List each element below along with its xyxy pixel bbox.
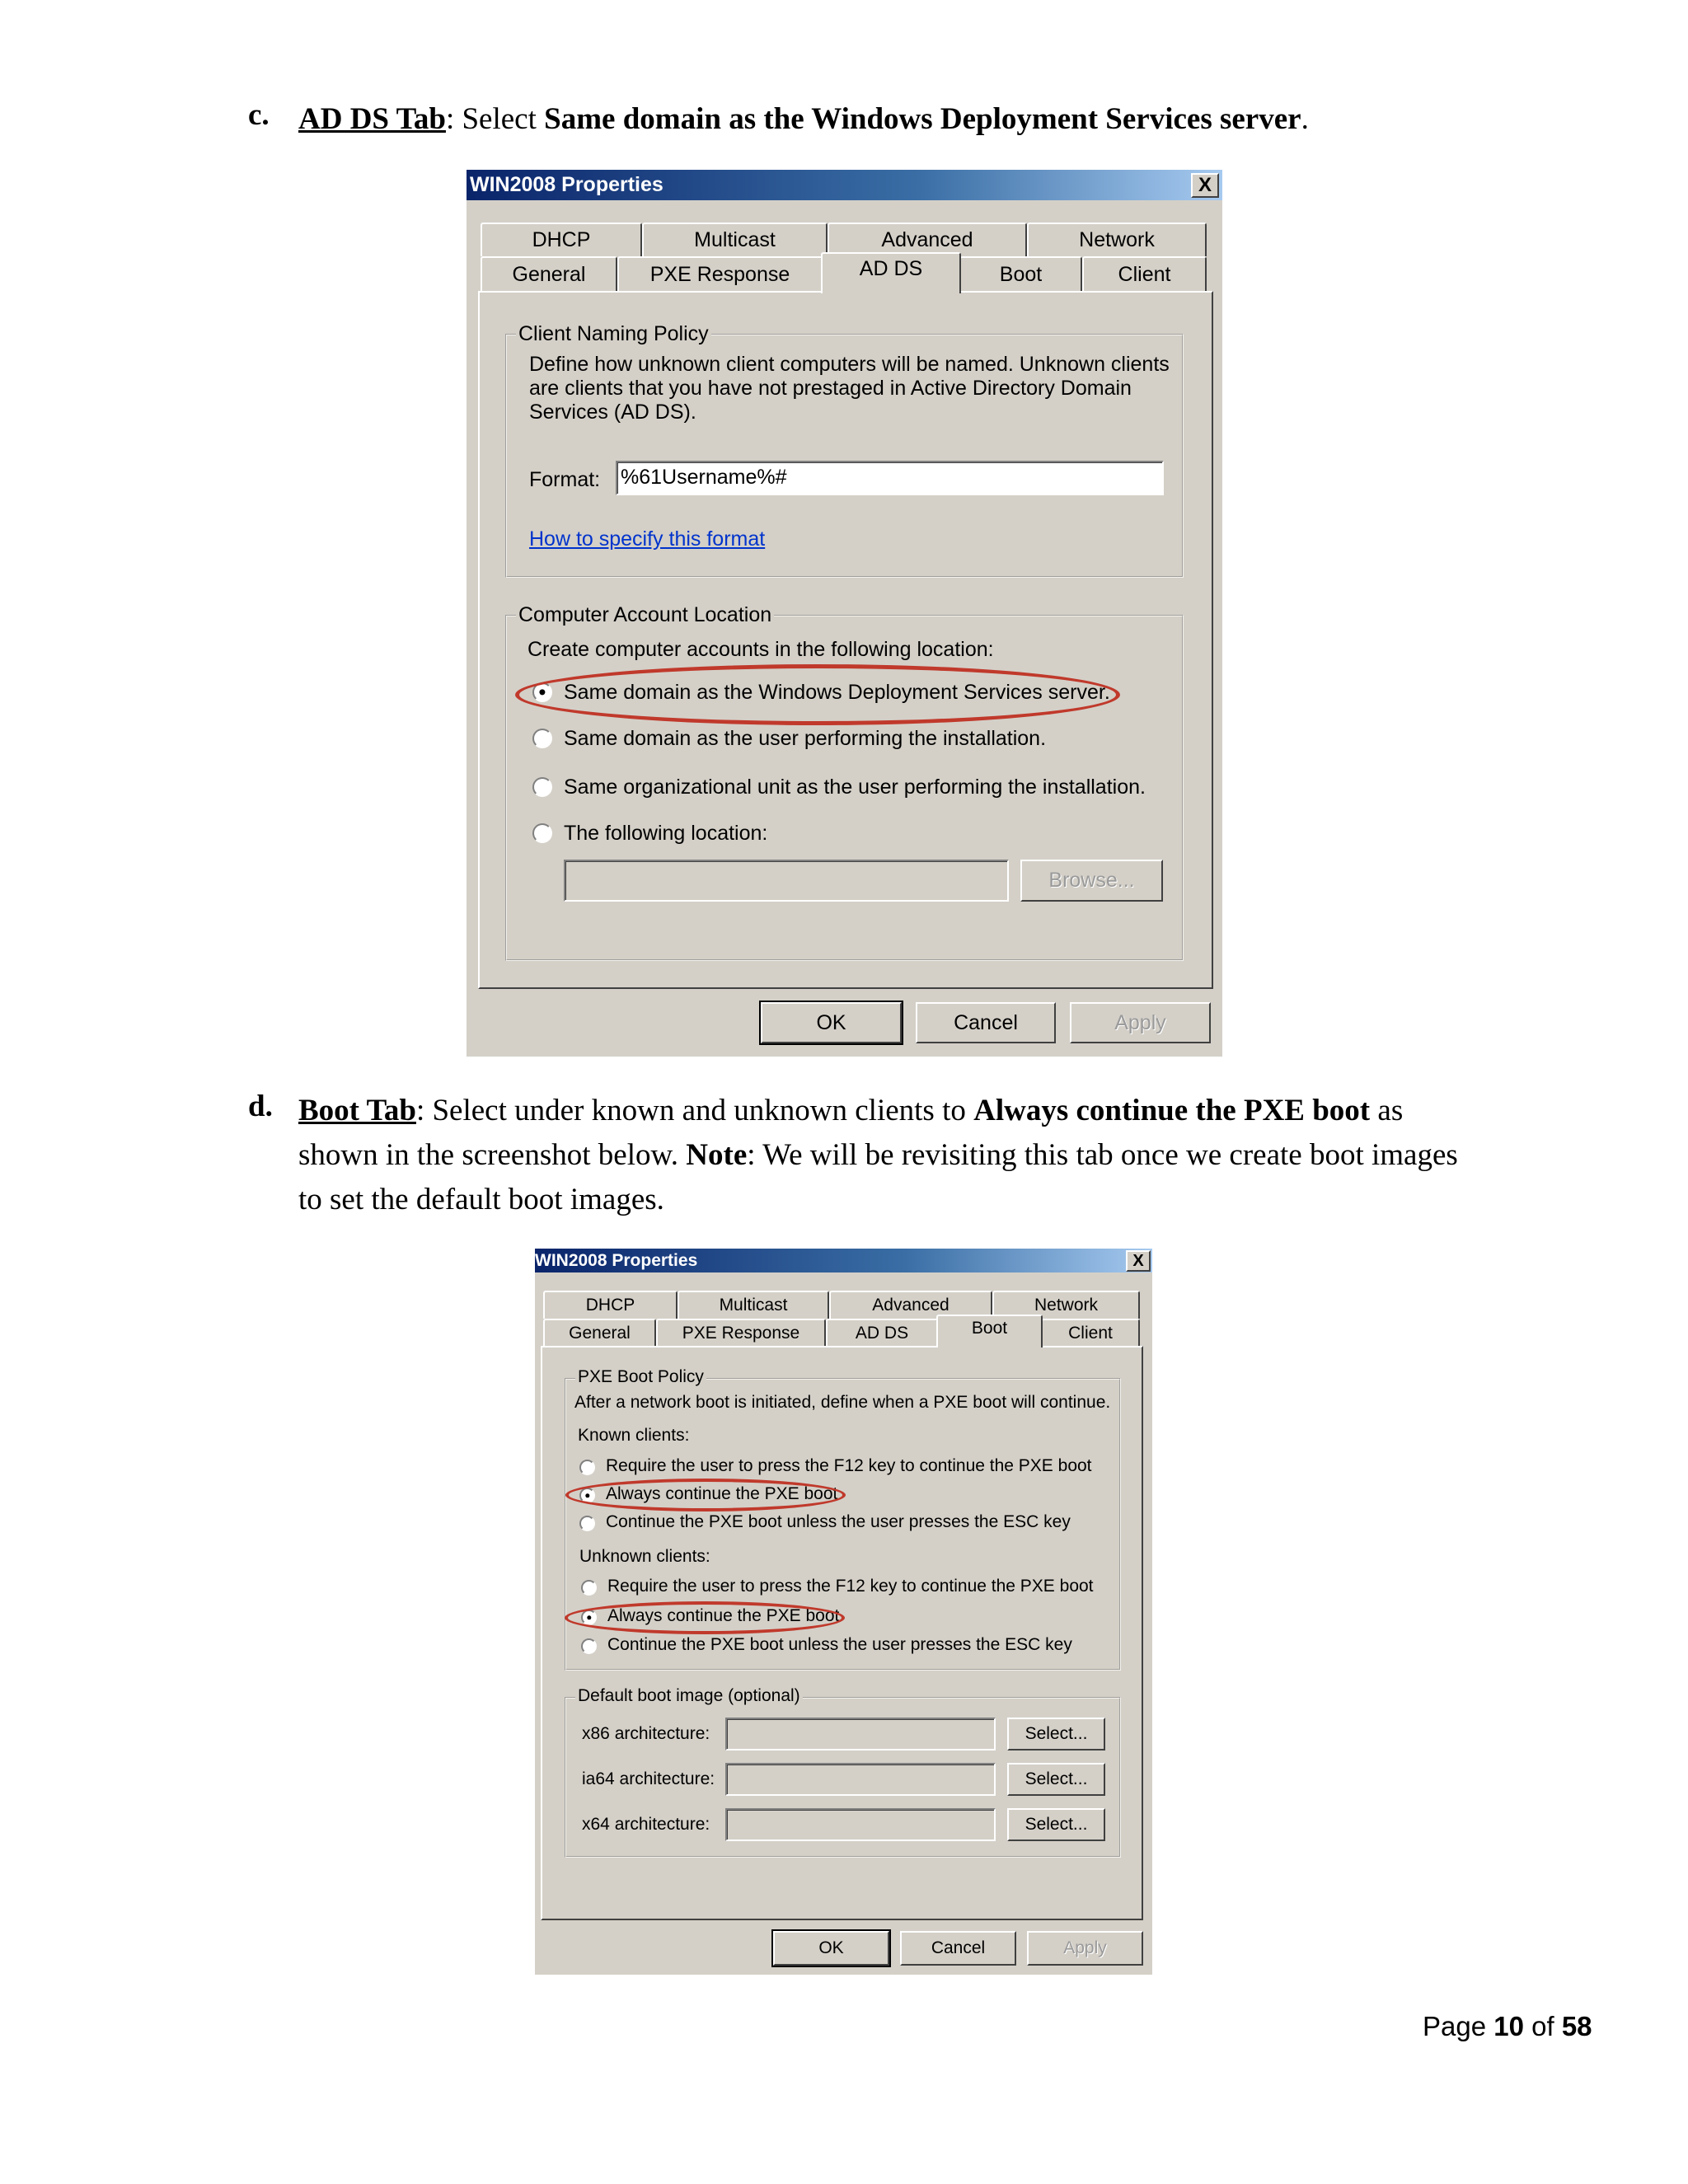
option-label[interactable]: Continue the PXE boot unless the user presses the ESC key	[606, 1512, 1071, 1531]
option-label[interactable]: Continue the PXE boot unless the user presses the ESC key	[607, 1635, 1072, 1654]
title-bar	[467, 170, 1222, 200]
radio-known-require-f12[interactable]	[579, 1460, 595, 1475]
location-input[interactable]	[564, 860, 1009, 902]
known-clients-label: Known clients:	[578, 1426, 690, 1445]
group-legend: Default boot image (optional)	[575, 1686, 803, 1706]
radio-same-ou[interactable]	[532, 777, 552, 797]
close-icon[interactable]: X	[1126, 1250, 1151, 1272]
tab-multicast[interactable]: Multicast	[642, 223, 828, 256]
text: .	[1301, 102, 1309, 136]
radio-unknown-require-f12[interactable]	[581, 1580, 597, 1596]
section-c-heading	[298, 97, 1309, 142]
total-pages: 58	[1561, 2011, 1592, 2041]
bold-text: Same domain as the Windows Deployment Services server	[544, 102, 1301, 136]
radio-same-domain-wds[interactable]	[532, 682, 552, 702]
option-label[interactable]: Require the user to press the F12 key to continue the PXE boot	[606, 1456, 1092, 1475]
description-line: are clients that you have not prestaged in Active Directory Domain	[529, 377, 1132, 400]
properties-dialog-adds	[467, 170, 1222, 1057]
tab-boot[interactable]: Boot	[959, 256, 1082, 293]
text: : Select	[445, 102, 545, 136]
tab-pxe-response[interactable]: PXE Response	[617, 256, 823, 293]
x64-boot-image-input[interactable]	[725, 1808, 996, 1841]
format-label: Format:	[529, 468, 601, 491]
bold-text: Note	[686, 1138, 748, 1172]
list-marker-c: c.	[248, 98, 270, 132]
tab-network[interactable]: Network	[1027, 223, 1207, 256]
option-label[interactable]: Same domain as the user performing the installation.	[564, 727, 1047, 750]
text: : Select under known and unknown clients to	[415, 1094, 974, 1127]
tab-pxe-response[interactable]: PXE Response	[656, 1319, 826, 1347]
text: of	[1523, 2011, 1562, 2041]
properties-dialog-boot	[535, 1249, 1152, 1975]
radio-unknown-always-continue[interactable]	[581, 1610, 597, 1625]
ia64-select-button[interactable]: Select...	[1007, 1763, 1105, 1796]
group-legend: Computer Account Location	[516, 603, 774, 627]
window-title: WIN2008 Properties	[535, 1251, 698, 1270]
window-title: WIN2008 Properties	[470, 173, 663, 196]
ok-button[interactable]: OK	[761, 1002, 902, 1043]
section-d-line-1	[298, 1089, 1403, 1133]
current-page: 10	[1493, 2011, 1524, 2041]
tab-advanced[interactable]: Advanced	[829, 1291, 992, 1319]
unknown-clients-label: Unknown clients:	[579, 1547, 710, 1566]
tab-boot[interactable]: Boot	[936, 1315, 1043, 1347]
radio-unknown-continue-unless-esc[interactable]	[581, 1638, 597, 1654]
browse-button[interactable]: Browse...	[1020, 860, 1163, 902]
text: : We will be revisiting this tab once we create boot images	[747, 1138, 1458, 1172]
option-label[interactable]: The following location:	[564, 822, 768, 845]
tab-general[interactable]: General	[543, 1319, 656, 1347]
section-d-line-2	[298, 1133, 1458, 1178]
ia64-label: ia64 architecture:	[582, 1769, 715, 1788]
tab-client[interactable]: Client	[1082, 256, 1207, 293]
location-intro: Create computer accounts in the following location:	[528, 638, 994, 661]
title-bar	[535, 1249, 1152, 1272]
ia64-boot-image-input[interactable]	[725, 1763, 996, 1796]
apply-button[interactable]: Apply	[1070, 1002, 1211, 1043]
x86-label: x86 architecture:	[582, 1724, 710, 1743]
ok-button[interactable]: OK	[773, 1931, 889, 1966]
page-number	[1423, 2011, 1592, 2042]
x64-select-button[interactable]: Select...	[1007, 1808, 1105, 1841]
tab-general[interactable]: General	[481, 256, 617, 293]
apply-button[interactable]: Apply	[1027, 1931, 1143, 1966]
format-input[interactable]: %61Username%#	[616, 461, 1164, 495]
tab-ad-ds[interactable]: AD DS	[826, 1319, 938, 1347]
option-label[interactable]: Require the user to press the F12 key to continue the PXE boot	[607, 1577, 1094, 1596]
option-label[interactable]: Always continue the PXE boot	[606, 1484, 838, 1503]
close-icon[interactable]: X	[1191, 173, 1219, 198]
option-label[interactable]: Same domain as the Windows Deployment Services server.	[564, 681, 1110, 704]
group-legend: Client Naming Policy	[516, 322, 711, 346]
x86-boot-image-input[interactable]	[725, 1718, 996, 1750]
group-legend: PXE Boot Policy	[575, 1367, 706, 1387]
section-d-line-3: to set the default boot images.	[298, 1183, 664, 1216]
radio-following-location[interactable]	[532, 823, 552, 843]
tab-network[interactable]: Network	[992, 1291, 1140, 1319]
cancel-button[interactable]: Cancel	[916, 1002, 1056, 1043]
description-line: Define how unknown client computers will be named. Unknown clients	[529, 353, 1170, 376]
tab-dhcp[interactable]: DHCP	[543, 1291, 678, 1319]
tab-dhcp[interactable]: DHCP	[481, 223, 642, 256]
tab-client[interactable]: Client	[1041, 1319, 1140, 1347]
radio-same-domain-user[interactable]	[532, 729, 552, 748]
description-line: Services (AD DS).	[529, 401, 696, 424]
tab-name: AD DS Tab	[298, 102, 446, 136]
tab-ad-ds[interactable]: AD DS	[821, 252, 961, 293]
text: shown in the screenshot below.	[298, 1138, 687, 1172]
option-label[interactable]: Always continue the PXE boot	[607, 1606, 840, 1625]
bold-text: Always continue the PXE boot	[973, 1094, 1371, 1127]
text: as	[1370, 1094, 1404, 1127]
policy-description: After a network boot is initiated, define when a PXE boot will continue.	[574, 1393, 1111, 1412]
x64-label: x64 architecture:	[582, 1815, 710, 1834]
text: Page	[1423, 2011, 1494, 2041]
x86-select-button[interactable]: Select...	[1007, 1718, 1105, 1750]
format-help-link[interactable]: How to specify this format	[529, 527, 766, 551]
tab-advanced[interactable]: Advanced	[828, 223, 1027, 256]
tab-multicast[interactable]: Multicast	[678, 1291, 829, 1319]
option-label[interactable]: Same organizational unit as the user performing the installation.	[564, 776, 1146, 799]
radio-known-always-continue[interactable]	[579, 1488, 595, 1503]
list-marker-d: d.	[248, 1090, 273, 1123]
tab-name: Boot Tab	[298, 1094, 416, 1127]
radio-known-continue-unless-esc[interactable]	[579, 1516, 595, 1531]
cancel-button[interactable]: Cancel	[900, 1931, 1016, 1966]
